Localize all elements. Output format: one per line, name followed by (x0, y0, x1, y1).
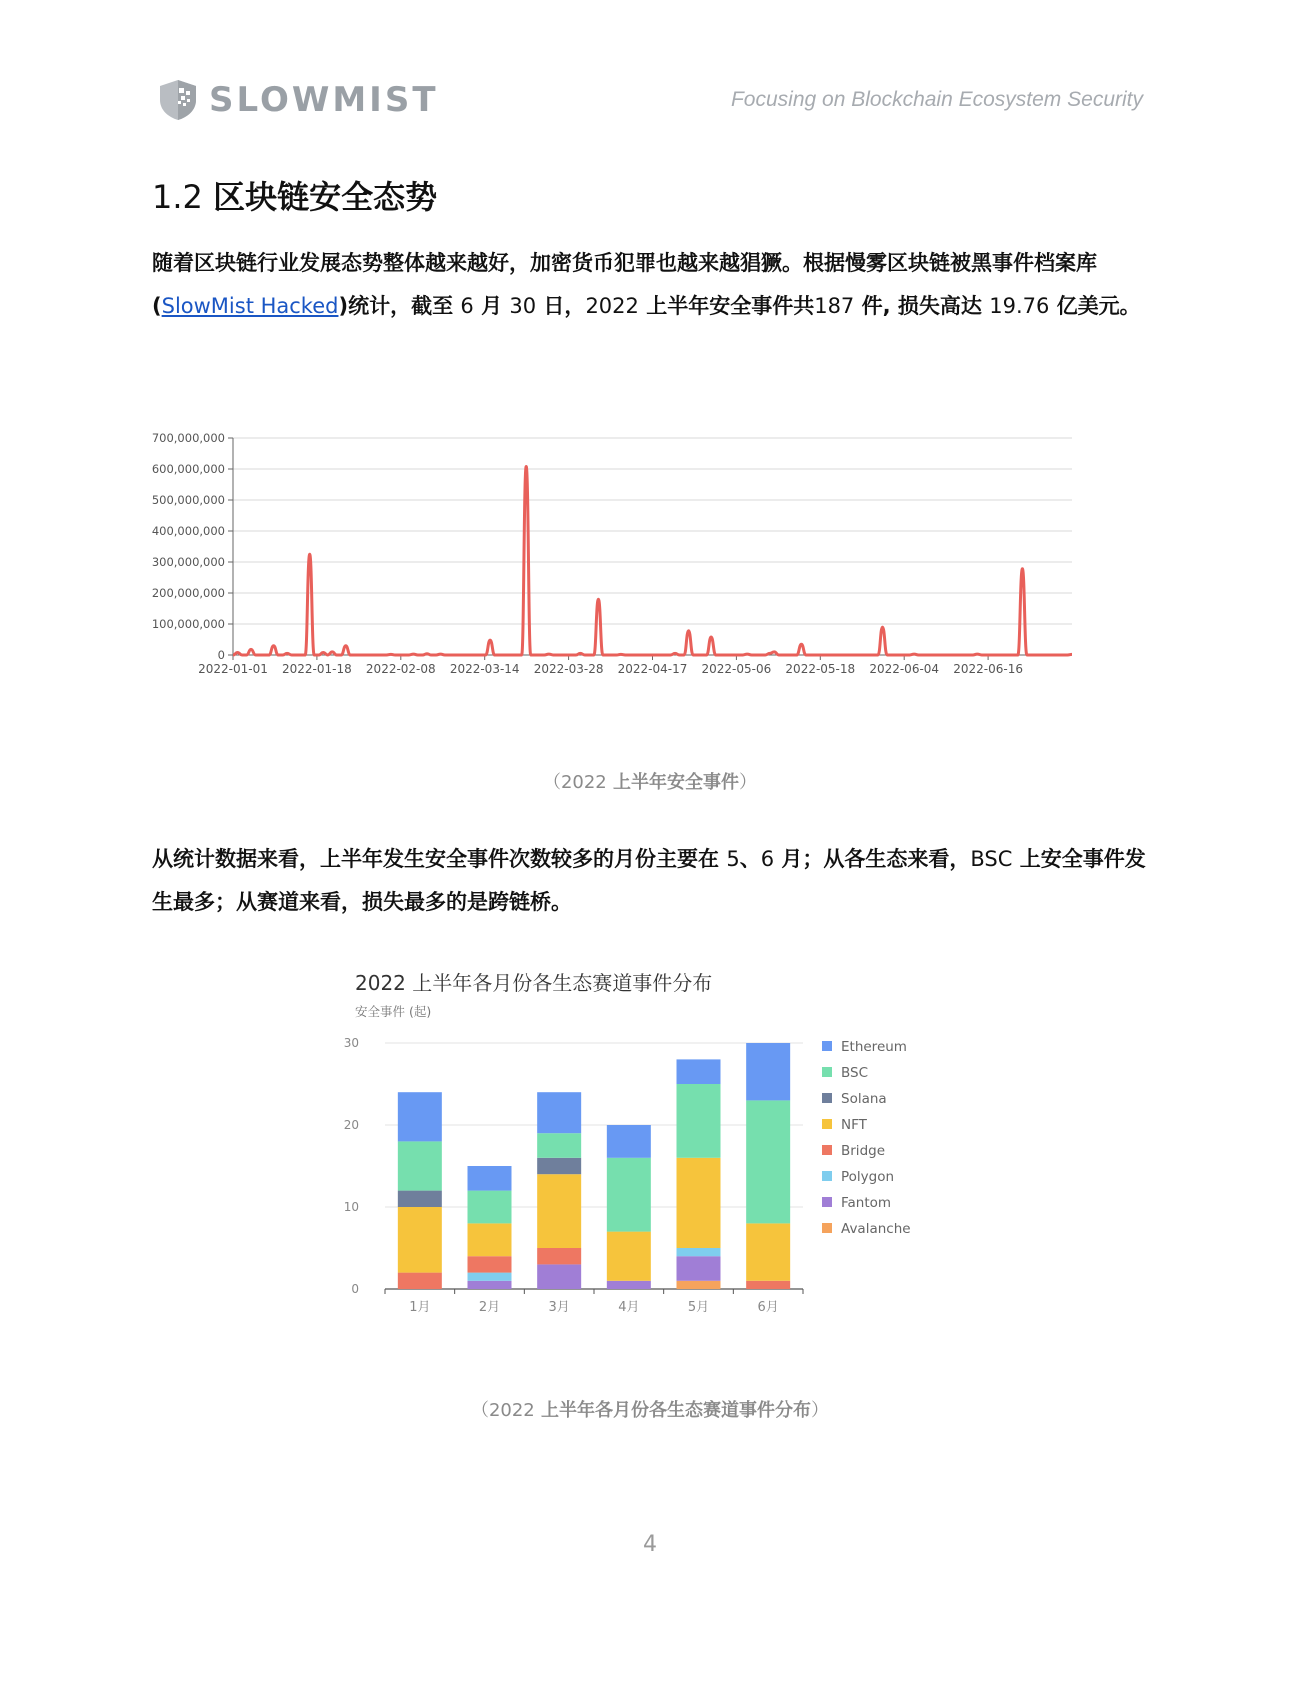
para2-text-4: 上安全事件发生最多；从赛道来看，损失最多的是跨链桥。 (152, 847, 1146, 914)
legend-swatch-nft[interactable] (822, 1119, 832, 1129)
bar-segment-fantom (537, 1264, 581, 1289)
para1-text-4: 日， (536, 294, 586, 318)
caption2-text: 上半年各月份各生态赛道事件分布 (534, 1400, 812, 1421)
bar-segment-polygon (468, 1273, 512, 1281)
bar-segment-bridge (746, 1281, 790, 1289)
legend-swatch-ethereum[interactable] (822, 1041, 832, 1051)
bar-segment-fantom (677, 1256, 721, 1281)
legend-swatch-solana[interactable] (822, 1093, 832, 1103)
line-chart-xtick-label: 2022-01-18 (282, 662, 352, 676)
intro-paragraph (152, 242, 1152, 328)
para2-month-5: 5 (726, 847, 740, 871)
legend-label-avalanche[interactable]: Avalanche (841, 1221, 911, 1237)
bar-chart-title: 2022 上半年各月份各生态赛道事件分布 (355, 971, 713, 995)
legend-swatch-bsc[interactable] (822, 1067, 832, 1077)
bar-segment-bridge (398, 1273, 442, 1289)
bar-chart-caption (0, 1396, 1300, 1422)
page-number: 4 (643, 1532, 657, 1557)
bar-chart-category-label: 5月 (687, 1300, 710, 1315)
bar-chart-category-label: 4月 (618, 1300, 640, 1315)
caption2-year: 2022 (488, 1400, 535, 1421)
para1-text-3: 月 (473, 294, 510, 318)
para2-text-1: 从统计数据来看，上半年发生安全事件次数较多的月份主要在 (152, 847, 727, 871)
bar-segment-bridge (468, 1256, 512, 1272)
legend-label-nft[interactable]: NFT (841, 1117, 867, 1133)
para1-year: 2022 (585, 294, 639, 318)
security-events-line-chart (150, 430, 1080, 690)
caption1-year: 2022 (560, 772, 607, 793)
caption2-open: （ (470, 1400, 489, 1421)
bar-segment-nft (677, 1158, 721, 1248)
section-title (152, 172, 437, 218)
monthly-distribution-bar-chart (343, 970, 975, 1370)
bar-segment-bsc (607, 1158, 651, 1232)
line-chart-ytick-label: 600,000,000 (151, 462, 225, 476)
line-chart-ytick-label: 400,000,000 (151, 524, 225, 538)
para1-text-5: 上半年安全事件共 (638, 294, 815, 318)
bar-segment-bsc (746, 1100, 790, 1223)
legend-label-bsc[interactable]: BSC (841, 1065, 869, 1081)
bar-segment-bsc (537, 1133, 581, 1158)
line-chart-caption (0, 768, 1300, 794)
bar-segment-nft (468, 1223, 512, 1256)
line-chart-ytick-label: 0 (217, 648, 225, 662)
bar-segment-solana (537, 1158, 581, 1174)
legend-swatch-polygon[interactable] (822, 1171, 832, 1181)
para1-text-7: 亿美元。 (1049, 294, 1141, 318)
line-chart-series-line (233, 467, 1072, 656)
para1-month: 6 (460, 294, 474, 318)
bar-segment-nft (398, 1207, 442, 1273)
bar-chart-category-label: 3月 (548, 1300, 570, 1315)
slowmist-hacked-link[interactable]: SlowMist Hacked (161, 294, 339, 318)
bar-chart-ytick-label: 0 (351, 1282, 359, 1296)
para2-month-6: 6 (760, 847, 775, 871)
line-chart-ytick-label: 200,000,000 (151, 586, 225, 600)
bar-segment-bridge (537, 1248, 581, 1264)
line-chart-ytick-label: 700,000,000 (151, 431, 225, 445)
line-chart-xtick-label: 2022-05-06 (701, 662, 772, 676)
legend-label-solana[interactable]: Solana (841, 1091, 887, 1107)
para1-day: 30 (509, 294, 537, 318)
line-chart-xtick-label: 2022-06-16 (953, 662, 1023, 676)
para1-text-6: 件, 损失高达 (854, 294, 990, 318)
bar-segment-ethereum (746, 1043, 790, 1100)
caption1-text: 上半年安全事件 (606, 772, 740, 793)
logo-text: SLOWMIST (209, 80, 439, 120)
caption2-close: ） (811, 1400, 830, 1421)
bar-segment-fantom (468, 1281, 512, 1289)
analysis-paragraph (152, 838, 1152, 924)
bar-segment-ethereum (607, 1125, 651, 1158)
legend-label-bridge[interactable]: Bridge (841, 1143, 886, 1159)
legend-label-fantom[interactable]: Fantom (841, 1195, 892, 1211)
bar-chart-ytick-label: 10 (343, 1200, 359, 1214)
legend-swatch-fantom[interactable] (822, 1197, 832, 1207)
bar-chart-category-label: 2月 (478, 1300, 501, 1315)
line-chart-xtick-label: 2022-06-04 (869, 662, 940, 676)
bar-segment-fantom (607, 1281, 651, 1289)
header-logo (157, 78, 439, 122)
para1-event-count: 187 (814, 294, 855, 318)
bar-chart-ytick-label: 30 (343, 1036, 359, 1050)
legend-label-polygon[interactable]: Polygon (841, 1169, 895, 1185)
para1-text-1: 随着区块链行业发展态势整体越来越好，加密货币犯罪也越来越猖獗。根据慢雾区块链被黑事件档案库 ( (152, 251, 1097, 318)
bar-segment-bsc (677, 1084, 721, 1158)
para2-bsc: BSC (970, 847, 1013, 871)
para1-text-2: )统计，截至 (338, 294, 461, 318)
bar-segment-ethereum (677, 1059, 721, 1084)
line-chart-ytick-label: 500,000,000 (151, 493, 225, 507)
legend-label-ethereum[interactable]: Ethereum (841, 1039, 907, 1055)
bar-chart-subtitle: 安全事件 (起) (355, 1004, 432, 1019)
legend-swatch-avalanche[interactable] (822, 1223, 832, 1233)
line-chart-ytick-label: 300,000,000 (151, 555, 225, 569)
line-chart-ytick-label: 100,000,000 (151, 617, 225, 631)
line-chart-xtick-label: 2022-03-14 (449, 662, 520, 676)
section-number: 1.2 (152, 178, 203, 216)
bar-segment-ethereum (398, 1092, 442, 1141)
caption1-close: ） (739, 772, 758, 793)
line-chart-xtick-label: 2022-01-01 (198, 662, 268, 676)
line-chart-xtick-label: 2022-05-18 (785, 662, 856, 676)
line-chart-xtick-label: 2022-04-17 (617, 662, 688, 676)
para2-text-2: 、 (739, 847, 761, 871)
bar-segment-nft (607, 1232, 651, 1281)
header-tagline: Focusing on Blockchain Ecosystem Security (730, 88, 1143, 111)
line-chart-xtick-label: 2022-02-08 (365, 662, 436, 676)
bar-segment-ethereum (468, 1166, 512, 1191)
para1-loss-amount: 19.76 (989, 294, 1050, 318)
section-title-text: 区块链安全态势 (213, 178, 438, 216)
legend-swatch-bridge[interactable] (822, 1145, 832, 1155)
bar-chart-category-label: 1月 (409, 1300, 431, 1315)
para2-text-3: 月；从各生态来看， (774, 847, 971, 871)
bar-segment-solana (398, 1191, 442, 1207)
line-chart-xtick-label: 2022-03-28 (533, 662, 604, 676)
bar-segment-ethereum (537, 1092, 581, 1133)
bar-segment-bsc (468, 1191, 512, 1224)
bar-segment-nft (537, 1174, 581, 1248)
bar-segment-avalanche (677, 1281, 721, 1289)
bar-segment-nft (746, 1223, 790, 1280)
bar-segment-polygon (677, 1248, 721, 1256)
caption1-open: （ (542, 772, 561, 793)
bar-segment-bsc (398, 1141, 442, 1190)
bar-chart-category-label: 6月 (757, 1300, 779, 1315)
bar-chart-ytick-label: 20 (343, 1118, 359, 1132)
slowmist-shield-icon (157, 78, 199, 122)
